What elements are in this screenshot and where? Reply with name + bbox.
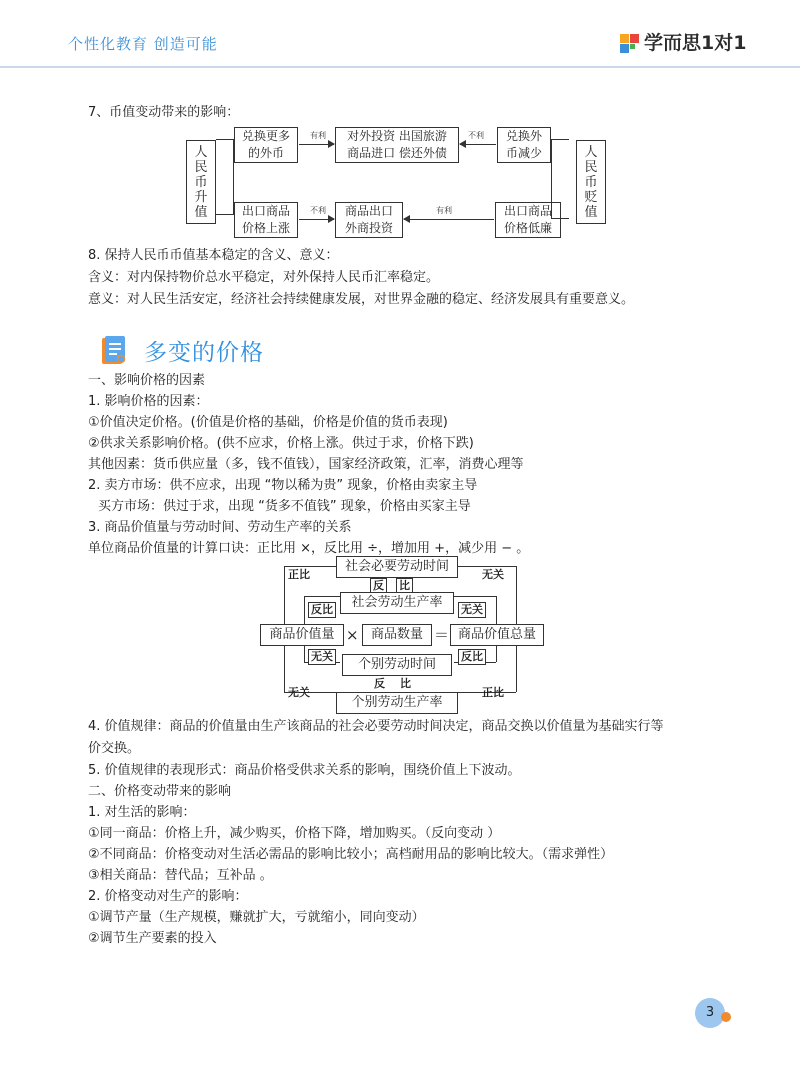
box-export-in [335,202,403,238]
sec8-significance: 意义：对人民生活安定，经济社会持续健康发展，对世界金融的稳定、经济发展具有重要意义。 [88,292,635,307]
body-line: 单位商品价值量的计算口诀：正比用 ×，反比用 ÷，增加用 +，减少用 − 。 [88,541,530,556]
label-fav-1: 有利 [310,131,326,140]
sec8-meaning: 含义：对内保持物价总水平稳定，对外保持人民币汇率稳定。 [88,270,440,285]
tag-fan-2: 反 [374,677,385,690]
tag-none-top: 无关 [482,568,504,581]
label-unfav-1: 不利 [468,131,484,140]
box-exchange-more-l2: 的外币 [247,146,284,160]
sec7-title: 7、币值变动带来的影响： [88,105,240,120]
box-export-in-l2: 外商投资 [344,221,393,235]
label-unfav-2: 不利 [310,206,326,215]
body-line: ①价值决定价格。(价值是价格的基础，价格是价值的货币表现) [88,415,448,430]
tag-pos-bot: 正比 [482,686,504,699]
header-slogan: 个性化教育 创造可能 [68,35,218,53]
body-line: 3. 商品价值量与劳动时间、劳动生产率的关系 [88,520,352,535]
body-line: 其他因素：货币供应量（多，钱不值钱），国家经济政策，汇率，消费心理等 [88,457,524,472]
rmb-depreciate-label: 人民币贬值 [584,144,598,220]
box-indiv-prod: 个别劳动生产率 [336,692,458,714]
body-line: ③相关商品：替代品；互补品 。 [88,868,273,883]
tag-none-mid: 无关 [458,602,486,618]
arrow-2 [460,144,496,145]
arrow-3 [299,219,334,220]
body-line: ②供求关系影响价格。(供不应求，价格上涨。供过于求，价格下跌) [88,436,474,451]
logo-icon [620,32,640,52]
header-divider [0,66,800,68]
book-icon [100,335,128,367]
body-line: 4. 价值规律：商品的价值量由生产该商品的社会必要劳动时间决定，商品交换以价值量为基础实行等 [88,719,664,734]
box-invest-out-l2: 商品进口 偿还外债 [347,146,447,160]
value-relation-diagram [254,554,544,714]
right-bracket [551,139,569,219]
page-dot-decoration [721,1012,731,1022]
box-exchange-more-l1: 兑换更多 [241,129,290,143]
left-bracket [216,139,234,215]
body-line: ②调节生产要素的投入 [88,931,217,946]
box-export-down-l1: 出口商品 [503,204,552,218]
body-line: 2. 价格变动对生产的影响： [88,889,248,904]
box-indiv-time: 个别劳动时间 [342,654,452,676]
page-header [0,0,800,68]
tag-bi-1: 比 [396,578,413,594]
tag-none-bot: 无关 [288,686,310,699]
tag-fan-1: 反 [370,578,387,594]
label-fav-2: 有利 [436,206,452,215]
box-quantity: 商品数量 [362,624,432,646]
body-line: 5. 价值规律的表现形式：商品价格受供求关系的影响，围绕价值上下波动。 [88,763,521,778]
tag-pos-low: 反比 [458,649,486,665]
body-line: 一、影响价格的因素 [88,373,206,388]
body-line: ②不同商品：价格变动对生活必需品的影响比较小；高档耐用品的影响比较大。（需求弹性） [88,847,614,862]
currency-diagram [186,122,610,248]
box-unit-value: 商品价值量 [260,624,344,646]
body-line: 买方市场：供过于求，出现 “货多不值钱” 现象，价格由买家主导 [98,499,471,514]
box-export-up [234,202,298,238]
body-line: ①调节产量（生产规模，赚就扩大，亏就缩小，同向变动） [88,910,425,925]
equals-sign: ＝ [434,626,450,644]
box-exchange-less-l1: 兑换外 [505,129,542,143]
box-total-value: 商品价值总量 [450,624,544,646]
sec8-title: 8. 保持人民币币值基本稳定的含义、意义： [88,248,339,263]
frame-top-r [458,566,516,567]
tag-bi-2: 比 [400,677,411,690]
tag-none-low: 无关 [308,649,336,665]
box-export-up-l1: 出口商品 [241,204,290,218]
body-line: 价交换。 [88,741,141,756]
box-export-up-l2: 价格上涨 [241,221,290,235]
tag-pos-top: 正比 [288,568,310,581]
box-social-time: 社会必要劳动时间 [336,556,458,578]
body-line: 1. 影响价格的因素： [88,394,209,409]
tag-neg-mid: 反比 [308,602,336,618]
body-line: 二、价格变动带来的影响 [88,784,232,799]
box-export-down-l2: 价格低廉 [503,221,552,235]
box-social-prod: 社会劳动生产率 [340,592,454,614]
rmb-depreciate-box [576,140,606,224]
rmb-appreciate-label: 人民币升值 [194,144,208,220]
frame-top-l [284,566,336,567]
logo-text: 学而思1对1 [644,32,747,54]
times-sign: × [346,626,359,644]
body-line: ①同一商品：价格上升，减少购买，价格下降，增加购买。（反向变动 ） [88,826,501,841]
box-exchange-more [234,127,298,163]
section-title: 多变的价格 [144,340,264,366]
inner-top-r [454,596,496,597]
section-header [100,334,264,367]
arrow-1 [299,144,334,145]
brand-logo [620,28,746,55]
rmb-appreciate-box [186,140,216,224]
box-exchange-less-l2: 币减少 [505,146,542,160]
arrow-4 [404,219,494,220]
body-line: 2. 卖方市场：供不应求，出现 “物以稀为贵” 现象，价格由卖家主导 [88,478,478,493]
inner-top-l [304,596,340,597]
body-line: 1. 对生活的影响： [88,805,196,820]
box-export-in-l1: 商品出口 [344,204,393,218]
page-number: 3 [695,998,725,1028]
box-invest-out-l1: 对外投资 出国旅游 [347,129,447,143]
box-exchange-less [497,127,551,163]
box-invest-out [335,127,459,163]
